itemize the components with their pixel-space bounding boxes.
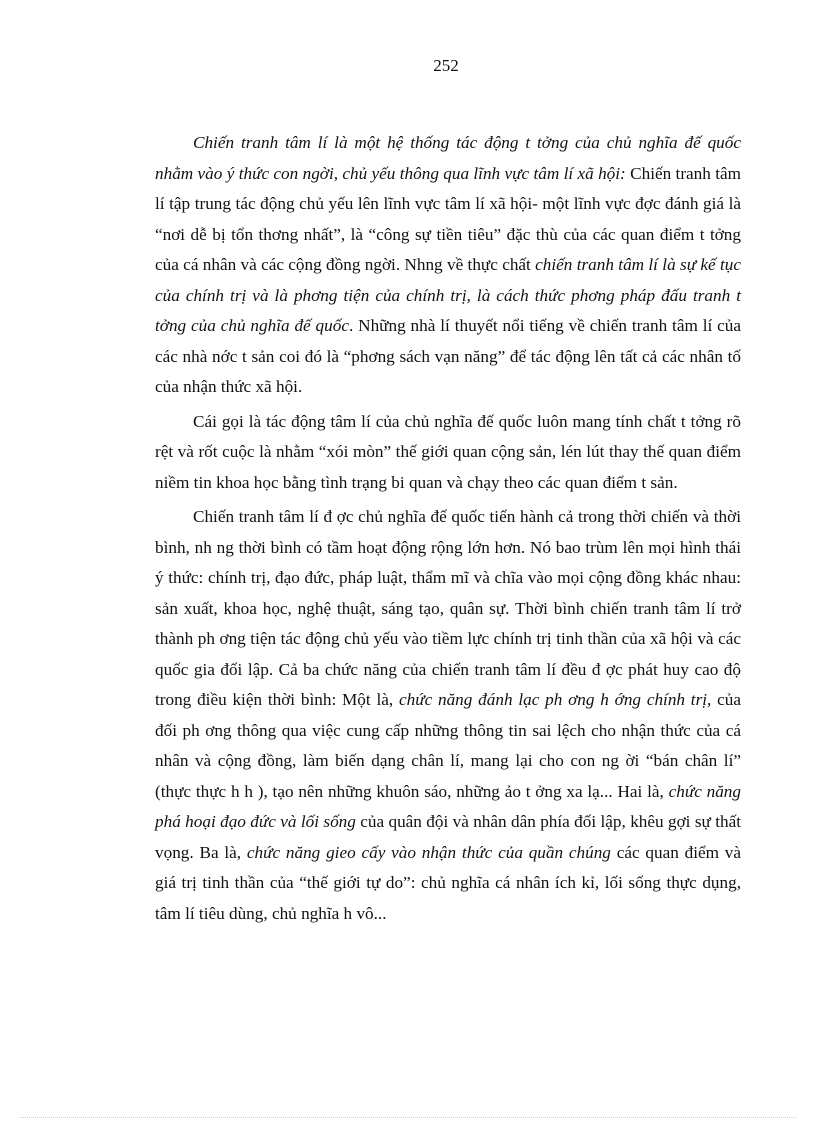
text-run: chức năng gieo cấy vào nhận thức của quần chúng [246,842,611,862]
text-run: chức năng đánh lạc ph ơng h ớng chính trị, [398,690,712,709]
text-run: Chiến tranh tâm lí là một hệ thống tác động t tởng của chủ nghĩa đế quốc nhằm vào ý thức con ngời, chủ yếu thông qua lĩnh vực tâm lí xã hội: [155,133,741,183]
text-run: Cái gọi là tác động tâm lí của chủ nghĩa đế quốc luôn mang tính chất t tởng rõ rệt và rốt cuộc là nhằm “xói mòn” thế giới quan cộng sản, lén lút thay thế quan điểm niềm tin khoa học bằng tình trạng bi quan và chạy theo các quan điểm t sản. [155,411,741,492]
page-number: 252 [433,56,459,75]
text-run: của quân đội và nhân dân phía đối lập, khêu gợi sự thất vọng. Ba là, [155,812,741,862]
text-run: Chiến tranh tâm lí đ ợc chủ nghĩa đế quốc tiến hành cả trong thời chiến và thời bình, nh ng thời bình có tầm hoạt động rộng lớn hơn. Nó bao trùm lên mọi hình thái ý thức: chính trị, đạo đức, pháp luật, thẩm mĩ và chĩa vào mọi cộng đồng khác nhau: sản xuất, khoa học, nghệ thuật, sáng tạo, quân sự. Thời bình chiến tranh tâm lí trở thành ph ơng tiện tác động chủ yếu vào tiềm lực chính trị tinh thần của xã hội và các quốc gia đối lập. Cả ba chức năng của chiến tranh tâm lí đều đ ợc phát huy cao độ trong điều kiện thời bình: Một là, [155,507,741,709]
text-run: của đối ph ơng thông qua việc cung cấp những thông tin sai lệch cho nhận thức của cá nhân và cộng đồng, làm biến dạng chân lí, mang lại cho con ng ời “bán chân lí” (thực thực h h ), tạo nên những khuôn sáo, những ảo t ởng xa lạ... Hai là, [155,690,741,801]
text-run: chức năng phá hoại đạo đức và lối sống [155,781,741,831]
document-body [155,128,741,933]
paragraph-2 [155,407,741,499]
paragraph-1 [155,128,741,403]
text-run: chiến tranh tâm lí là sự kế tục của chính trị và là phơng tiện của chính trị, là cách thức phơng pháp đấu tranh t tởng của chủ nghĩa đế quốc [155,255,741,335]
text-run: Chiến tranh tâm lí tập trung tác động chủ yếu lên lĩnh vực tâm lí xã hội- một lĩnh vực đợc đánh giá là “nơi dễ bị tổn thơng nhất”, là “công sự tiền tiêu” đặc thù của các quan điểm t tởng của cá nhân và các cộng đồng ngời. Nhng về thực chất [155,163,741,274]
text-run: các quan điểm và giá trị tinh thần của “thế giới tự do”: chủ nghĩa cá nhân ích kỉ, lối sống thực dụng, tâm lí tiêu dùng, chủ nghĩa h vô... [155,842,741,923]
page-bottom-rule [20,1117,796,1118]
text-run: . Những nhà lí thuyết nổi tiếng về chiến tranh tâm lí của các nhà nớc t sản coi đó là “phơng sách vạn năng” để tác động lên tất cả các nhân tố của nhận thức xã hội. [155,316,741,396]
paragraph-3 [155,502,741,929]
